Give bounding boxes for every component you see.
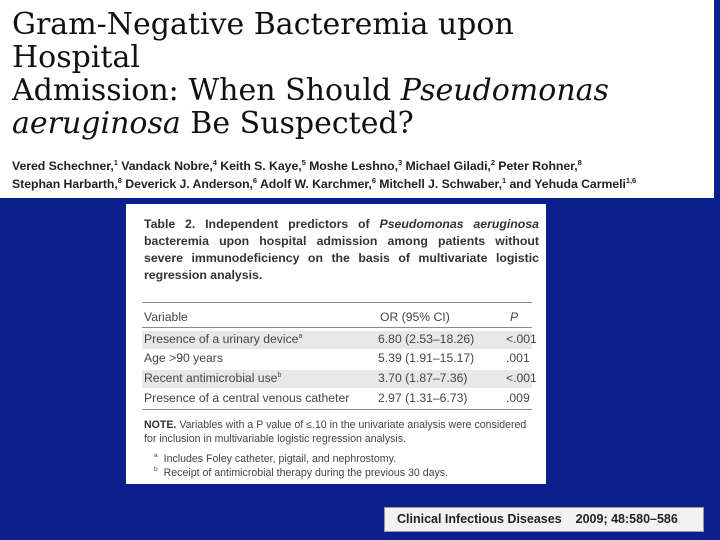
author: Vandack Nobre,: [117, 159, 213, 173]
author-affiliation: 8: [577, 158, 582, 167]
caption-lead: Table 2. Independent predictors of: [144, 217, 380, 231]
author: and Yehuda Carmeli: [506, 177, 626, 191]
table-row: [142, 350, 532, 368]
author-affiliation: 4: [212, 158, 217, 167]
table-footnote: [154, 466, 448, 480]
variable-text: Recent antimicrobial use: [144, 371, 278, 385]
variable-text: Presence of a central venous catheter: [144, 391, 350, 405]
author: Michael Giladi,: [402, 159, 491, 173]
author-affiliation: 1,6: [625, 176, 637, 185]
author-affiliation: 6: [371, 176, 376, 185]
caption-organism: Pseudomonas aeruginosa: [379, 217, 539, 231]
table-rule-header: [142, 327, 532, 328]
author-affiliation: 1: [113, 158, 118, 167]
cell-or: 3.70 (1.87–7.36): [378, 371, 468, 385]
variable-text: Age >90 years: [144, 351, 223, 365]
author-affiliation: 1: [501, 176, 507, 185]
title-line-2a: Admission: When Should: [12, 73, 401, 108]
author: Peter Rohner,: [494, 159, 578, 173]
caption-rest: bacteremia upon hospital admission among patients without severe immunodeficiency on the basis of multivariate logistic regression analysis.: [144, 234, 539, 282]
author-affiliation: 6: [252, 176, 258, 185]
journal-name: Clinical Infectious Diseases: [397, 512, 562, 526]
column-header-p: P: [510, 310, 519, 324]
table-note: [144, 418, 536, 446]
title-line-3-italic: aeruginosa: [12, 106, 181, 141]
footnote-mark: a: [298, 333, 303, 340]
column-header-variable: Variable: [144, 310, 188, 324]
cell-or: 5.39 (1.91–15.17): [378, 351, 475, 365]
author-affiliation: 8: [117, 176, 122, 185]
cell-variable: [144, 351, 223, 365]
cell-or: 6.80 (2.53–18.26): [378, 332, 475, 346]
footnote-mark: b: [277, 372, 282, 379]
variable-text: Presence of a urinary device: [144, 332, 299, 346]
footnote-mark: a: [154, 452, 158, 459]
author: Moshe Leshno,: [305, 159, 398, 173]
cell-p: <.001: [506, 332, 537, 346]
note-text: Variables with a P value of ≤.10 in the univariate analysis were considered for inclusion in multivariable logistic regression analysis.: [144, 419, 527, 445]
column-header-or: OR (95% CI): [380, 310, 450, 324]
table-rule-bottom: [142, 409, 532, 410]
title-line-3b: Be Suspected?: [180, 106, 414, 141]
author-affiliation: 2: [490, 158, 495, 167]
header-edge-bar: [714, 0, 720, 198]
table-panel: [126, 204, 546, 484]
author: Mitchell J. Schwaber,: [375, 177, 502, 191]
footnote-text: Receipt of antimicrobial therapy during the previous 30 days.: [163, 467, 449, 479]
paper-title: [12, 8, 632, 140]
cell-or: 2.97 (1.31–6.73): [378, 391, 468, 405]
journal-citation: [384, 507, 704, 532]
footnote-mark: b: [154, 466, 158, 473]
author: Stephan Harbarth,: [12, 177, 118, 191]
table-rule-top: [142, 302, 532, 303]
journal-volume: 2009; 48:580–586: [575, 512, 678, 526]
table-row: [142, 331, 537, 349]
author-affiliation: 3: [397, 158, 403, 167]
table-caption: [144, 216, 539, 284]
note-label: NOTE.: [144, 419, 177, 431]
cell-variable: [144, 391, 349, 405]
table-row: [142, 390, 532, 408]
cell-p: .009: [506, 391, 530, 405]
cell-p: .001: [506, 351, 530, 365]
cell-variable: [144, 332, 302, 346]
author: Adolf W. Karchmer,: [257, 177, 372, 191]
footnote-text: Includes Foley catheter, pigtail, and nephrostomy.: [163, 453, 397, 465]
title-line-1: Gram-Negative Bacteremia upon Hospital: [12, 7, 514, 75]
author-affiliation: 5: [301, 158, 306, 167]
author: Keith S. Kaye,: [216, 159, 302, 173]
table-row: [142, 370, 537, 388]
author-list: [12, 157, 712, 193]
cell-variable: [144, 371, 281, 385]
author: Deverick J. Anderson,: [121, 177, 253, 191]
cell-p: <.001: [506, 371, 537, 385]
table-footnote: [154, 452, 396, 466]
title-line-2-italic: Pseudomonas: [400, 73, 609, 108]
author: Vered Schechner,: [12, 159, 114, 173]
